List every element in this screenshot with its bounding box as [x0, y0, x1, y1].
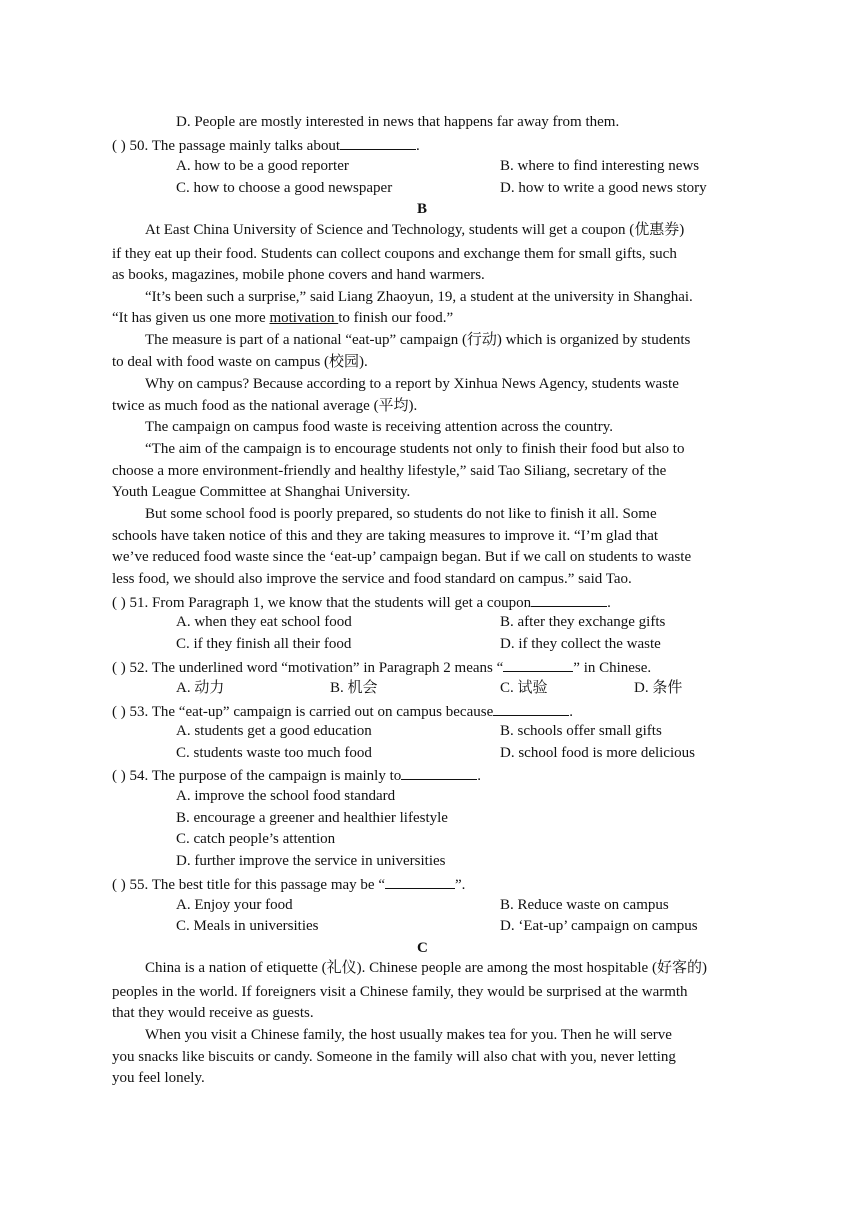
q51-option-c: C. if they finish all their food: [176, 636, 352, 652]
paragraph-line: When you visit a Chinese family, the host usually makes tea for you. Then he will serve: [145, 1027, 672, 1043]
q54-option-a: A. improve the school food standard: [176, 788, 396, 804]
q50-option-a: A. how to be a good reporter: [176, 158, 349, 174]
paragraph-line: “The aim of the campaign is to encourage students not only to finish their food but also to: [145, 441, 685, 457]
question-54: [112, 765, 481, 786]
q55-option-a: A. Enjoy your food: [176, 897, 293, 913]
question-53: [112, 701, 573, 722]
question-53-text: ( ) 53. The “eat-up” campaign is carried out on campus because: [112, 704, 494, 720]
paragraph-line: choose a more environment-friendly and healthy lifestyle,” said Tao Siliang, secretary of the: [112, 463, 667, 479]
paragraph-line: to deal with food waste on campus (校园).: [112, 354, 368, 370]
question-50-text: ( ) 50. The passage mainly talks about: [112, 138, 341, 154]
paragraph-line: But some school food is poorly prepared, so students do not like to finish it all. Some: [145, 506, 657, 522]
question-55-end: ”.: [454, 877, 466, 893]
question-53-end: .: [569, 704, 573, 720]
q54-option-c: C. catch people’s attention: [176, 831, 336, 847]
q55-option-b: B. Reduce waste on campus: [500, 897, 669, 913]
question-51-end: .: [607, 595, 611, 611]
paragraph-line: Youth League Committee at Shanghai University.: [112, 484, 411, 500]
question-50-end: .: [416, 138, 420, 154]
q52-option-c: C. 试验: [500, 680, 548, 696]
answer-blank: [340, 135, 416, 150]
q49-option-d: D. People are mostly interested in news that happens far away from them.: [176, 114, 620, 130]
paragraph-line: less food, we should also improve the service and food standard on campus.” said Tao.: [112, 571, 632, 587]
q51-option-d: D. if they collect the waste: [500, 636, 661, 652]
paragraph-line: you feel lonely.: [112, 1070, 205, 1086]
q55-option-c: C. Meals in universities: [176, 918, 319, 934]
q50-option-d: D. how to write a good news story: [500, 180, 707, 196]
paragraph-line: if they eat up their food. Students can collect coupons and exchange them for small gifts, such: [112, 246, 677, 262]
paragraph-line: Why on campus? Because according to a report by Xinhua News Agency, students waste: [145, 376, 679, 392]
paragraph-line: schools have taken notice of this and they are taking measures to improve it. “I’m glad that: [112, 528, 659, 544]
answer-blank: [493, 701, 569, 716]
question-51: [112, 592, 611, 613]
q52-option-d: D. 条件: [634, 680, 683, 696]
answer-blank: [401, 765, 477, 780]
question-52-end: ” in Chinese.: [573, 660, 652, 676]
paragraph-line-motivation: [112, 309, 453, 328]
q54-option-d: D. further improve the service in universities: [176, 853, 446, 869]
paragraph-line: The campaign on campus food waste is receiving attention across the country.: [145, 419, 614, 435]
answer-blank: [531, 592, 607, 607]
answer-blank: [385, 874, 455, 889]
q50-option-c: C. how to choose a good newspaper: [176, 180, 393, 196]
text-run: “It has given us one more: [112, 310, 270, 326]
answer-blank: [503, 657, 573, 672]
paragraph-line: “It’s been such a surprise,” said Liang Zhaoyun, 19, a student at the university in Shanghai.: [145, 289, 693, 305]
question-51-text: ( ) 51. From Paragraph 1, we know that the students will get a coupon: [112, 595, 532, 611]
section-c-heading: C: [417, 940, 428, 956]
paragraph-line: we’ve reduced food waste since the ‘eat-up’ campaign began. But if we call on students to waste: [112, 549, 692, 565]
section-b-heading: B: [417, 201, 428, 217]
q52-option-a: A. 动力: [176, 680, 225, 696]
q51-option-a: A. when they eat school food: [176, 614, 352, 630]
text-run: to finish our food.”: [338, 310, 454, 326]
paragraph-line: At East China University of Science and Technology, students will get a coupon (优惠券): [145, 222, 685, 238]
question-52-text: ( ) 52. The underlined word “motivation” in Paragraph 2 means “: [112, 660, 504, 676]
q54-option-b: B. encourage a greener and healthier lifestyle: [176, 810, 448, 826]
q55-option-d: D. ‘Eat-up’ campaign on campus: [500, 918, 698, 934]
paragraph-line: The measure is part of a national “eat-up” campaign (行动) which is organized by students: [145, 332, 691, 348]
underlined-word: motivation: [269, 310, 339, 326]
q53-option-b: B. schools offer small gifts: [500, 723, 662, 739]
question-55: [112, 874, 465, 895]
q53-option-c: C. students waste too much food: [176, 745, 372, 761]
paragraph-line: as books, magazines, mobile phone covers and hand warmers.: [112, 267, 485, 283]
paragraph-line: peoples in the world. If foreigners visit a Chinese family, they would be surprised at the warmth: [112, 984, 688, 1000]
q53-option-a: A. students get a good education: [176, 723, 372, 739]
question-52: [112, 657, 651, 678]
question-54-end: .: [477, 768, 481, 784]
q53-option-d: D. school food is more delicious: [500, 745, 695, 761]
question-50: [112, 135, 420, 156]
q51-option-b: B. after they exchange gifts: [500, 614, 666, 630]
paragraph-line: that they would receive as guests.: [112, 1005, 314, 1021]
question-54-text: ( ) 54. The purpose of the campaign is mainly to: [112, 768, 402, 784]
q52-option-b: B. 机会: [330, 680, 378, 696]
paragraph-line: you snacks like biscuits or candy. Someone in the family will also chat with you, never letting: [112, 1049, 676, 1065]
paragraph-line: China is a nation of etiquette (礼仪). Chinese people are among the most hospitable (好客的): [145, 960, 707, 976]
paragraph-line: twice as much food as the national average (平均).: [112, 398, 418, 414]
q50-option-b: B. where to find interesting news: [500, 158, 700, 174]
question-55-text: ( ) 55. The best title for this passage may be “: [112, 877, 385, 893]
